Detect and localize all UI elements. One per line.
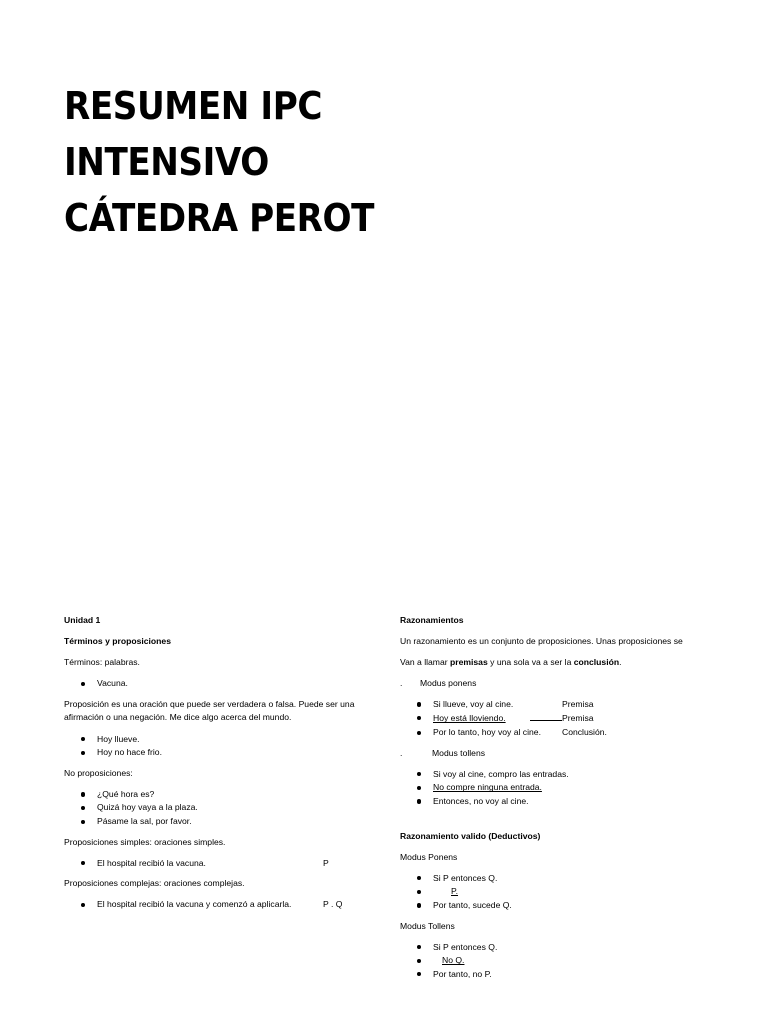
- list-item: Hoy llueve.: [64, 733, 364, 747]
- proposicion-text: Proposición es una oración que puede ser verdadera o falsa. Puede ser una afirmación o una negación. Me dice algo acerca del mundo.: [64, 698, 355, 723]
- intro-text: y una sola va a ser la: [487, 656, 574, 667]
- list-item: Quizá hoy vaya a la plaza.: [64, 801, 364, 815]
- list-item: ¿Qué hora es?: [64, 788, 364, 802]
- item-tag: Conclusión.: [562, 727, 607, 738]
- underline-fill: [530, 711, 562, 721]
- intro-text: Van a llamar: [400, 656, 450, 667]
- complejas-symbol: P . Q: [323, 899, 343, 910]
- ponens-list: [400, 872, 720, 913]
- conclusion-term: conclusión: [573, 656, 620, 667]
- item-text: Si llueve, voy al cine.: [433, 698, 514, 709]
- list-item: Pásame la sal, por favor.: [64, 815, 364, 829]
- item-tag: Premisa: [562, 698, 594, 709]
- item-tag: Premisa: [562, 713, 594, 724]
- list-item: Hoy no hace frio.: [64, 746, 364, 760]
- list-item: [400, 885, 720, 899]
- document-title: [64, 78, 374, 246]
- item-text: [433, 886, 458, 896]
- label-text: Modus tollens: [432, 747, 486, 758]
- list-item: Si voy al cine, compro las entradas.: [400, 768, 720, 782]
- modus-tollens-label: [400, 747, 720, 761]
- premisas-term: premisas: [450, 656, 488, 667]
- list-item: Si P entonces Q.: [400, 872, 720, 886]
- modus-tollens-list: [400, 768, 720, 809]
- item-value: No Q.: [442, 955, 465, 966]
- complejas-list: [64, 898, 364, 912]
- list-item: Por tanto, sucede Q.: [400, 899, 720, 913]
- modus-ponens-label: [400, 677, 720, 691]
- list-item: [400, 781, 720, 795]
- title-line-2: INTENSIVO: [64, 140, 269, 184]
- list-item: Vacuna.: [64, 677, 364, 691]
- simples-list: [64, 857, 364, 871]
- list-item: [400, 954, 720, 968]
- list-item: Por tanto, no P.: [400, 968, 720, 982]
- valido-heading: Razonamiento valido (Deductivos): [400, 830, 541, 841]
- left-column: [64, 614, 364, 919]
- intro-text: .: [619, 656, 622, 667]
- item-text: No compre ninguna entrada.: [433, 782, 542, 793]
- complejas-text: Proposiciones complejas: oraciones complejas.: [64, 878, 245, 889]
- complejas-item-text: El hospital recibió la vacuna y comenzó a aplicarla.: [97, 899, 292, 910]
- list-item: [64, 857, 364, 871]
- bullet-dot: .: [400, 677, 403, 688]
- simples-text: Proposiciones simples: oraciones simples.: [64, 836, 226, 847]
- bullet-dot: .: [400, 747, 403, 758]
- terminos-list: [64, 677, 364, 691]
- modus-ponens-list: [400, 698, 720, 740]
- item-text: [433, 955, 464, 965]
- list-item: [400, 698, 720, 712]
- simples-symbol: P: [323, 857, 329, 868]
- simples-item-text: El hospital recibió la vacuna.: [97, 857, 206, 868]
- no-proposiciones-text: No proposiciones:: [64, 767, 133, 778]
- item-text: Por lo tanto, hoy voy al cine.: [433, 727, 541, 738]
- list-item: Entonces, no voy al cine.: [400, 795, 720, 809]
- tollens-list: [400, 941, 720, 982]
- intro-line-1: Un razonamiento es un conjunto de proposiciones. Unas proposiciones se: [400, 636, 683, 647]
- item-value: P.: [451, 886, 459, 897]
- title-line-3: CÁTEDRA PEROT: [64, 196, 375, 240]
- proposicion-list: [64, 733, 364, 760]
- item-text: Hoy está lloviendo.: [433, 713, 506, 724]
- right-column: [400, 614, 720, 988]
- list-item: [400, 711, 720, 726]
- list-item: Si P entonces Q.: [400, 941, 720, 955]
- list-item: [64, 898, 364, 912]
- unit-label: Unidad 1: [64, 615, 101, 625]
- title-line-1: RESUMEN IPC: [64, 84, 322, 128]
- ponens-label: Modus Ponens: [400, 851, 458, 862]
- label-text: Modus ponens: [420, 677, 477, 688]
- list-item: [400, 726, 720, 740]
- terminos-text: Términos: palabras.: [64, 657, 140, 668]
- tollens-label: Modus Tollens: [400, 920, 455, 931]
- intro-line-2: [400, 656, 720, 670]
- razonamientos-heading: Razonamientos: [400, 615, 464, 625]
- section-heading: Términos y proposiciones: [64, 636, 171, 647]
- no-proposiciones-list: [64, 788, 364, 829]
